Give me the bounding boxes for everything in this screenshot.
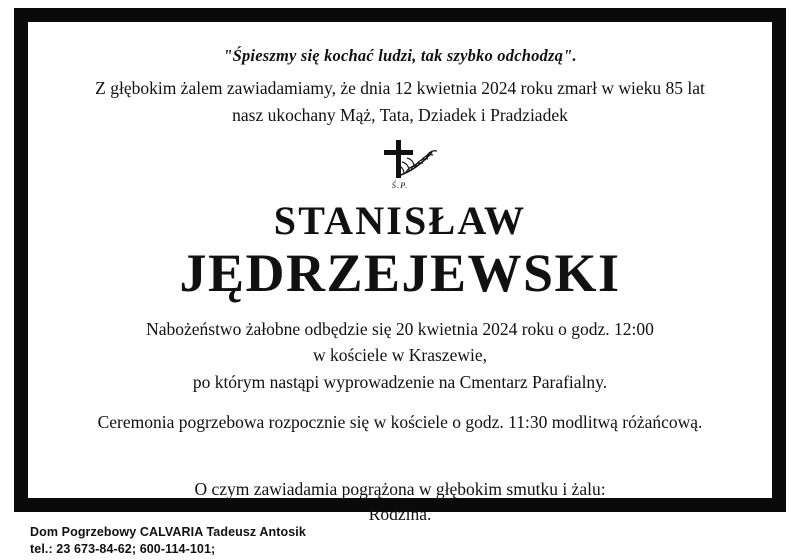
emblem-caption: Ś.P. (391, 179, 409, 190)
deceased-family-name: JĘDRZEJEWSKI (179, 242, 621, 303)
obituary-notice (28, 22, 772, 525)
cross-with-palm-branch-icon (340, 136, 460, 190)
announcement-line-2: nasz ukochany Mąż, Tata, Dziadek i Pradziadek (232, 104, 568, 125)
funeral-home-footer (30, 525, 306, 556)
epitaph-quote: "Śpieszmy się kochać ludzi, tak szybko odchodzą". (223, 46, 577, 65)
mourning-frame-outer (14, 8, 786, 525)
mourning-frame-inner (26, 20, 774, 525)
announcement-line-1: Z głębokim żalem zawiadamiamy, że dnia 12 kwietnia 2024 roku zmarł w wieku 85 lat (95, 78, 705, 98)
family-signature: Rodzina. (368, 504, 432, 525)
deceased-given-name: STANISŁAW (273, 197, 527, 243)
service-line-1: Nabożeństwo żałobne odbędzie się 20 kwietnia 2024 roku o godz. 12:00 (146, 319, 654, 339)
ceremony-line: Ceremonia pogrzebowa rozpocznie się w kościele o godz. 11:30 modlitwą różańcową. (97, 411, 703, 432)
funeral-home-phone: tel.: 23 673-84-62; 600-114-101; (30, 542, 216, 556)
service-line-3: po którym nastąpi wyprowadzenie na Cmentarz Parafialny. (192, 371, 608, 392)
service-line-2: w kościele w Kraszewie, (313, 345, 487, 366)
from-line: O czym zawiadamia pogrążona w głębokim smutku i żalu: (194, 479, 606, 499)
from-block (54, 477, 746, 528)
funeral-home-name: Dom Pogrzebowy CALVARIA Tadeusz Antosik (30, 525, 306, 539)
